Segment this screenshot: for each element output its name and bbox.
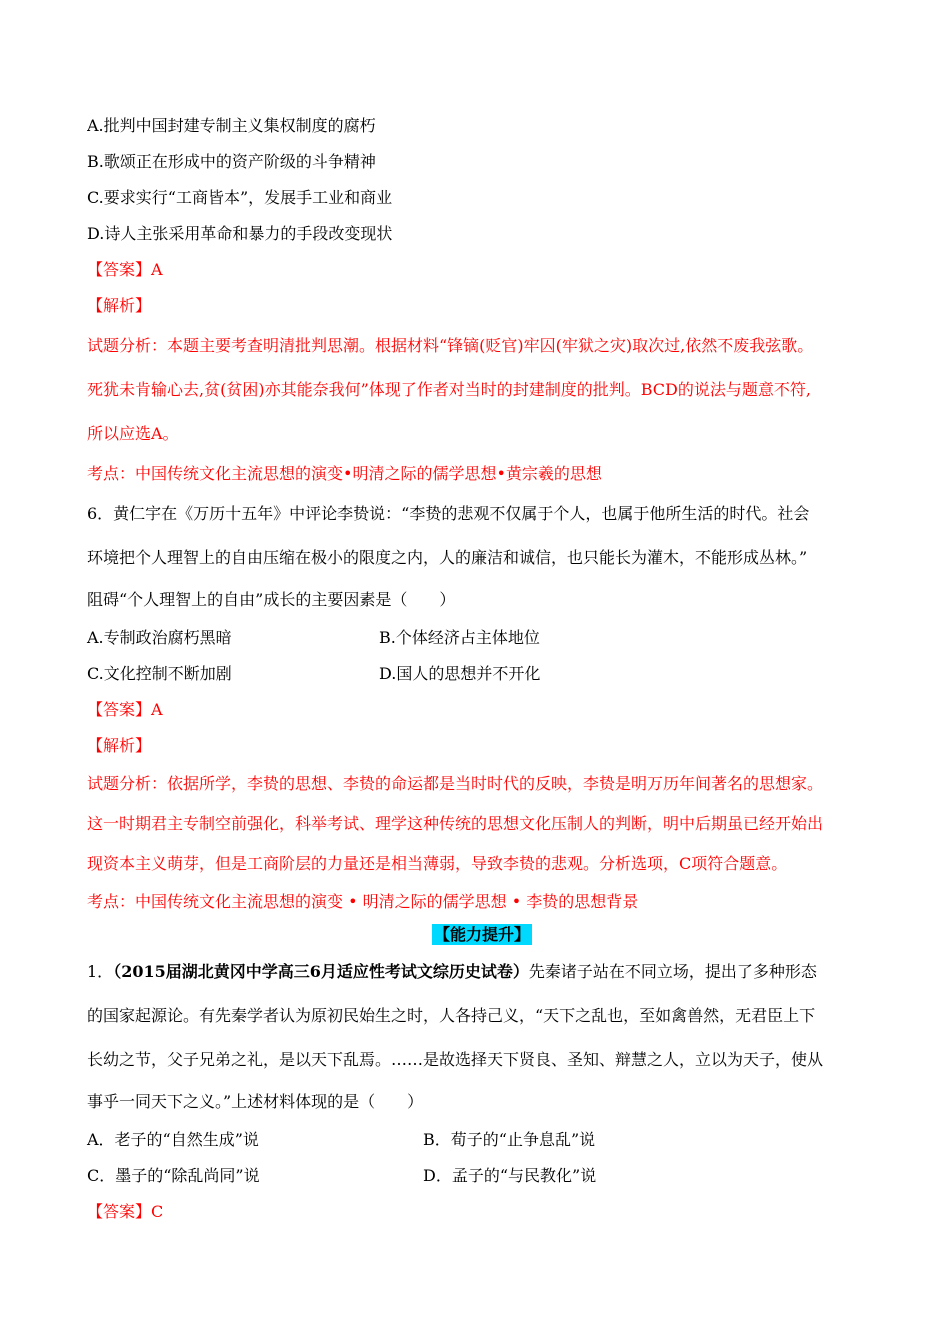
p1-source: （2015届湖北黄冈中学高三6月适应性考试文综历史试卷）	[113, 962, 529, 981]
q6-option-b: B.个体经济占主体地位	[379, 628, 540, 647]
q5-analysis-line-2: 死犹未肯输心去,贫(贫困)亦其能奈我何”体现了作者对当时的封建制度的批判。BCD的说法与题意不符,	[87, 380, 811, 399]
p1-stem-line-2: 的国家起源论。有先秦学者认为原初民始生之时，人各持己义，“天下之乱也，至如禽兽然，无君臣上下	[87, 1006, 816, 1025]
q5-analysis-line-1: 试题分析：本题主要考查明清批判思潮。根据材料“锋镝(贬官)牢囚(牢狱之灾)取次过,依然不废我弦歌。	[87, 336, 814, 355]
q6-options-row-1	[87, 620, 877, 656]
p1-options-row-2	[87, 1158, 877, 1194]
q5-option-b: B.歌颂正在形成中的资产阶级的斗争精神	[87, 152, 376, 171]
p1-stem-line-1	[87, 950, 877, 994]
q5-analysis-line-3: 所以应选A。	[87, 424, 179, 443]
p1-options-row-1	[87, 1122, 877, 1158]
q5-kaodian: 考点：中国传统文化主流思想的演变•明清之际的儒学思想•黄宗羲的思想	[87, 464, 602, 483]
q6-option-d: D.国人的思想并不开化	[379, 664, 541, 683]
q6-stem-line-2: 环境把个人理智上的自由压缩在极小的限度之内，人的廉洁和诚信，也只能长为灌木，不能形成丛林。”	[87, 548, 808, 567]
q6-kaodian: 考点：中国传统文化主流思想的演变 • 明清之际的儒学思想 • 李贽的思想背景	[87, 892, 639, 911]
section-heading	[87, 920, 877, 950]
q5-option-a: A.批判中国封建专制主义集权制度的腐朽	[87, 116, 376, 135]
q6-option-c: C.文化控制不断加剧	[87, 664, 232, 683]
section-heading-label: 【能力提升】	[433, 925, 530, 944]
q5-option-d: D.诗人主张采用革命和暴力的手段改变现状	[87, 224, 393, 243]
p1-option-a: A．老子的“自然生成”说	[87, 1130, 259, 1149]
q6-analysis-line-2: 这一时期君主专制空前强化，科举考试、理学这种传统的思想文化压制人的判断，明中后期虽已经开始出	[87, 814, 824, 833]
p1-stem-line-4: 事乎一同天下之义。”上述材料体现的是（ ）	[87, 1092, 424, 1111]
q6-option-a: A.专制政治腐朽黑暗	[87, 628, 232, 647]
q6-analysis-line-3: 现资本主义萌芽，但是工商阶层的力量还是相当薄弱，导致李贽的悲观。分析选项，C项符合题意。	[87, 854, 788, 873]
p1-answer: 【答案】C	[87, 1202, 164, 1221]
p1-option-d: D．孟子的“与民教化”说	[423, 1166, 597, 1185]
q6-answer: 【答案】A	[87, 700, 163, 719]
q5-option-c: C.要求实行“工商皆本”，发展手工业和商业	[87, 188, 393, 207]
q5-analysis-label: 【解析】	[87, 296, 152, 315]
p1-option-c: C．墨子的“除乱尚同”说	[87, 1166, 260, 1185]
q6-analysis-line-1: 试题分析：依据所学，李贽的思想、李贽的命运都是当时时代的反映，李贽是明万历年间著名的思想家。	[87, 774, 824, 793]
p1-option-b: B．荀子的“止争息乱”说	[423, 1130, 596, 1149]
p1-stem-start: 先秦诸子站在不同立场，提出了多种形态	[528, 962, 817, 981]
q6-stem-line-1: 6．黄仁宇在《万历十五年》中评论李贽说：“李贽的悲观不仅属于个人，也属于他所生活的时代。社会	[87, 504, 810, 523]
document-page	[87, 108, 877, 1230]
q6-stem-line-3: 阻碍“个人理智上的自由”成长的主要因素是（ ）	[87, 590, 456, 609]
p1-number: 1．	[87, 962, 114, 981]
p1-stem-line-3: 长幼之节，父子兄弟之礼，是以天下乱焉。……是故选择天下贤良、圣知、辩慧之人，立以为天子，使从	[87, 1050, 824, 1069]
q6-analysis-label: 【解析】	[87, 736, 152, 755]
q5-answer: 【答案】A	[87, 260, 163, 279]
q6-options-row-2	[87, 656, 877, 692]
